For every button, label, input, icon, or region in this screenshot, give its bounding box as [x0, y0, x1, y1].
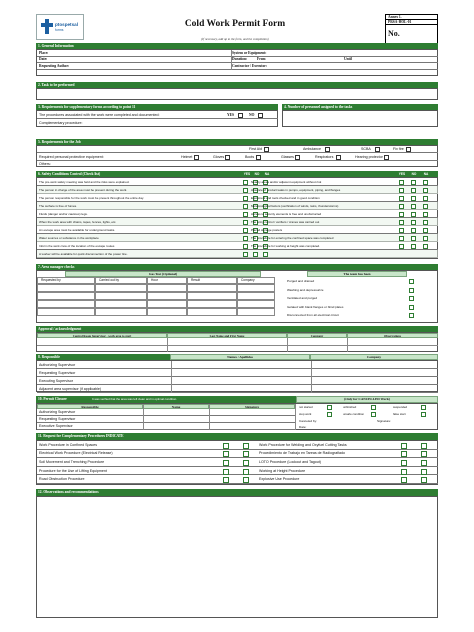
cancel-header: (Only for CANCELLED Work) — [296, 396, 438, 403]
checklist-checkbox[interactable] — [411, 188, 416, 193]
checklist-item-label: An escape area must be available for underground tasks. — [39, 227, 116, 232]
checklist-item-label: Absence of product leaks in pumps, equipment, piping, and flanges — [251, 187, 341, 192]
gas-cell[interactable] — [237, 292, 275, 300]
duration-label: Duration: — [232, 57, 248, 61]
gas-header-label: Hour — [151, 278, 158, 282]
complementary-row — [37, 441, 438, 450]
lockout-item-label: Disconnected from all electrical circuit — [287, 313, 339, 317]
complementary-checkbox[interactable] — [401, 477, 407, 483]
until-label: Until — [344, 57, 352, 61]
cancel-option-label: stop work — [299, 412, 312, 416]
cancel-option-label: suspended — [393, 405, 408, 409]
hearing-checkbox[interactable] — [384, 155, 389, 160]
job-requirements-box — [36, 145, 438, 167]
checklist-checkbox[interactable] — [423, 180, 428, 185]
section-responsible-title: 8. Responsible — [36, 354, 438, 360]
cancel-signature-label: Signature: — [377, 419, 392, 423]
scba-label: SCBA — [361, 147, 371, 151]
gas-header-label: Carried out by — [99, 278, 120, 282]
ambulance-label: Ambulance — [303, 147, 321, 151]
complementary-checkbox[interactable] — [401, 451, 407, 457]
section-general-title: 1. General Information — [36, 43, 438, 49]
section-supplementary-title: 3. Requirements for supplementary forms according to point 11 — [36, 104, 278, 110]
complementary-left-label: Work Procedure in Confined Spaces — [39, 442, 98, 447]
system-label: System or Equipment: — [232, 50, 267, 55]
complementary-row — [37, 475, 438, 484]
responsible-names-header: Names / Apellidos — [170, 354, 310, 360]
ambulance-checkbox[interactable] — [325, 147, 330, 152]
complementary-checkbox[interactable] — [223, 469, 229, 475]
checklist-checkbox[interactable] — [243, 196, 248, 201]
scba-checkbox[interactable] — [375, 147, 380, 152]
checklist-checkbox[interactable] — [399, 180, 404, 185]
closure-divider — [143, 404, 144, 430]
responsible-row — [37, 361, 438, 369]
section-observations-title: 12. Observations and recommendations — [36, 489, 438, 496]
checklist-checkbox[interactable] — [411, 244, 416, 249]
glasses-checkbox[interactable] — [295, 155, 300, 160]
gas-cell[interactable] — [37, 308, 95, 316]
checklist-checkbox[interactable] — [411, 180, 416, 185]
complementary-checkbox[interactable] — [401, 443, 407, 449]
gas-header-label: Result — [191, 278, 201, 282]
section-complementary-title: 11. Request for Complementary Procedures INDICATE — [36, 433, 438, 440]
complementary-checkbox[interactable] — [243, 460, 249, 466]
checklist-checkbox[interactable] — [243, 212, 248, 217]
closure-header-cell: Signature — [209, 404, 295, 409]
responsible-role-label: Requesting Supervisor — [39, 370, 76, 375]
no-label: NO — [249, 113, 255, 117]
checklist-checkbox[interactable] — [399, 196, 404, 201]
complementary-label: Complementary procedure: — [39, 121, 83, 125]
checklist-checkbox[interactable] — [253, 252, 258, 257]
gas-cell[interactable] — [37, 292, 95, 300]
area-checks-box — [36, 270, 438, 323]
approval-header-cell: Last Name and First Name — [167, 333, 287, 338]
gloves-label: Gloves — [213, 154, 225, 159]
closure-role-label: Executive Supervisor — [39, 424, 73, 428]
checklist-checkbox[interactable] — [423, 236, 428, 241]
lockout-item-label: Isolated with blank flanges or blind plates — [287, 304, 344, 309]
approval-header-cell: Observations — [347, 333, 438, 338]
complementary-left-label: Procedure for the Use of Lifting Equipment — [39, 468, 107, 473]
respirators-label: Respirators — [315, 154, 334, 159]
lockout-checkbox[interactable] — [409, 313, 414, 318]
logo-name: ptospetsal — [55, 22, 78, 27]
approval-box — [36, 332, 438, 352]
approval-header-cell: Control Room Supervisor - work area to start — [37, 333, 167, 338]
no-checkbox[interactable] — [258, 113, 263, 118]
logo-sub: forms — [55, 28, 64, 32]
complementary-checkbox[interactable] — [223, 477, 229, 483]
checklist-checkbox[interactable] — [411, 212, 416, 217]
requesting-label: Requesting Author: — [39, 63, 70, 68]
fire-checkbox[interactable] — [406, 147, 411, 152]
gas-cell[interactable] — [147, 284, 187, 292]
checklist-checkbox[interactable] — [243, 220, 248, 225]
complementary-checkbox[interactable] — [421, 451, 427, 457]
responsible-divider — [311, 361, 312, 393]
cancel-option-checkbox[interactable] — [327, 412, 332, 417]
complementary-left-label: Soil Movement and Trenching Procedure — [39, 460, 105, 464]
gas-cell[interactable] — [237, 308, 275, 316]
responsible-role-label: Adjacent area supervisor (if applicable) — [39, 386, 102, 391]
gas-cell[interactable] — [147, 308, 187, 316]
gas-cell[interactable] — [95, 292, 147, 300]
checklist-item-label: Equipment and tools checked and in good condition — [251, 195, 320, 200]
checklist-checkbox[interactable] — [399, 212, 404, 217]
checklist-checkbox[interactable] — [423, 220, 428, 225]
cancel-option-checkbox[interactable] — [421, 412, 426, 417]
respirators-checkbox[interactable] — [336, 155, 341, 160]
contractor-label: Contractor / Executor: — [232, 63, 268, 68]
complementary-right-label: Working at Height Procedure — [259, 468, 306, 473]
checklist-item-label: The entry control / verifiers / cranes was carried out — [251, 219, 320, 224]
section-safety-title: 6. Safety Conditions Control (Check list) — [36, 171, 438, 177]
checklist-checkbox[interactable] — [243, 188, 248, 193]
procedures-question: The procedures associated with the work were completed and documented: — [39, 113, 160, 117]
responsible-box — [36, 360, 438, 392]
form-note: (If necessary, add up to the form, and the compilation) — [201, 37, 269, 41]
checklist-checkbox[interactable] — [411, 228, 416, 233]
lockout-checkbox[interactable] — [409, 288, 414, 293]
complementary-left-label: Electrical Work Procedure (Electrical Release) — [39, 451, 113, 456]
safety-right-no: NO — [408, 171, 420, 177]
checklist-checkbox[interactable] — [423, 196, 428, 201]
cancelled-by-label: Canceled by: — [299, 419, 318, 423]
section-closure-title: 10. Permit Closure — [36, 396, 438, 403]
gas-cell[interactable] — [187, 292, 237, 300]
section-job-title: 5. Requirements for the Job — [36, 139, 438, 145]
checklist-checkbox[interactable] — [411, 220, 416, 225]
safety-left-na: NA — [262, 171, 272, 177]
place-label: Place: — [39, 50, 49, 55]
closure-header-cell: Name — [143, 404, 209, 409]
checklist-checkbox[interactable] — [243, 244, 248, 249]
approval-header-cell: Company — [287, 333, 347, 338]
checklist-item-label: Meteorological factors (verification of winds, rains, thunderstorms) — [251, 203, 339, 208]
gas-cell[interactable] — [237, 300, 275, 308]
lockout-item-label: Ventilated and purged — [287, 296, 318, 300]
closure-role-label: Requesting Supervisor — [39, 417, 76, 421]
gas-cell[interactable] — [187, 300, 237, 308]
checklist-checkbox[interactable] — [399, 244, 404, 249]
cancel-date-label: Date: — [299, 425, 307, 429]
complementary-right-label: LOTO Procedure (Lockout and Tagout) — [259, 460, 321, 464]
complementary-checkbox[interactable] — [401, 460, 407, 466]
closure-header-cell: Responsible — [37, 404, 143, 409]
section-area-title: 7. Area manager checks — [36, 264, 438, 270]
responsible-row — [37, 377, 438, 385]
glasses-label: Glasses — [281, 154, 294, 159]
closure-box — [36, 403, 438, 430]
closure-divider — [295, 404, 296, 430]
lockout-checkbox[interactable] — [409, 296, 414, 301]
checklist-checkbox[interactable] — [263, 252, 268, 257]
checklist-row — [37, 210, 438, 218]
gas-cell[interactable] — [147, 300, 187, 308]
complementary-checkbox[interactable] — [223, 443, 229, 449]
helmet-checkbox[interactable] — [194, 155, 199, 160]
personnel-count-input[interactable] — [282, 110, 438, 127]
checklist-item-label: The person in charge of the area must be present during the work. — [39, 187, 128, 192]
checklist-checkbox[interactable] — [423, 212, 428, 217]
section-task-title: 2. Task to be performed — [36, 82, 438, 88]
complementary-checkbox[interactable] — [421, 460, 427, 466]
first-aid-checkbox[interactable] — [264, 147, 269, 152]
cancel-option-checkbox[interactable] — [371, 405, 376, 410]
complementary-left-label: Road Obstruction Procedure — [39, 477, 85, 482]
checklist-checkbox[interactable] — [399, 236, 404, 241]
closure-divider — [209, 404, 210, 430]
responsible-company-header: Company — [310, 354, 438, 360]
complementary-checkbox[interactable] — [401, 469, 407, 475]
complementary-right-label: Procedimiento de Trabajo en Tareas de Radiografiado — [259, 451, 346, 456]
gas-cell[interactable] — [95, 284, 147, 292]
checklist-item-label: When the work area with chains, tapes, fences, lights, etc. — [39, 219, 117, 224]
checklist-item-label: The procedure for working at height was completed. — [251, 243, 321, 248]
section-approval-title: Approval / acknowledgment — [36, 326, 438, 332]
cancel-option-checkbox[interactable] — [327, 405, 332, 410]
lockout-header: The team has been — [307, 271, 407, 277]
date-label: Date: — [39, 57, 48, 61]
checklist-checkbox[interactable] — [423, 244, 428, 249]
helmet-label: Helmet — [181, 154, 193, 159]
lockout-item-label: Washing and depressurize — [287, 287, 324, 292]
checklist-item-label: The person responsible for the work must be present throughout the entire day. — [39, 195, 145, 200]
cancel-option-checkbox[interactable] — [421, 405, 426, 410]
checklist-checkbox[interactable] — [243, 236, 248, 241]
closure-row — [37, 409, 295, 416]
checklist-item-label: Placed signage posters — [251, 227, 283, 232]
gas-cell[interactable] — [95, 300, 147, 308]
complementary-checkbox[interactable] — [243, 451, 249, 457]
lockout-item-label: Purged and drained — [287, 279, 315, 283]
gas-header-label: Requested by — [41, 278, 61, 282]
safety-checklist-box — [36, 177, 438, 259]
boots-checkbox[interactable] — [256, 155, 261, 160]
complementary-checkbox[interactable] — [223, 460, 229, 466]
checklist-checkbox[interactable] — [399, 220, 404, 225]
checklist-checkbox[interactable] — [399, 188, 404, 193]
row-stripe — [37, 202, 438, 210]
checklist-checkbox[interactable] — [399, 204, 404, 209]
responsible-role-label: Authorizing Supervisor — [39, 362, 76, 367]
responsible-row — [37, 369, 438, 377]
gas-test-header: Gas Test (Optional) — [65, 271, 261, 277]
gloves-checkbox[interactable] — [225, 155, 230, 160]
checklist-item-label: A worker will be available for quick disconnection of the power line. — [39, 251, 128, 256]
checklist-checkbox[interactable] — [423, 228, 428, 233]
section-personnel-title: 4. Number of personnel assigned to the tasks — [282, 104, 438, 110]
closure-note: It was verified that the area was left clean and in optimal condition. — [92, 397, 178, 401]
lockout-checkbox[interactable] — [409, 279, 414, 284]
cancel-option-label: unsafe condition — [343, 412, 365, 416]
complementary-checkbox[interactable] — [243, 469, 249, 475]
safety-right-yes: YES — [396, 171, 408, 177]
gas-cell[interactable] — [187, 284, 237, 292]
responsible-divider — [171, 361, 172, 393]
cancel-option-label: unfinished — [343, 405, 357, 409]
gas-cell[interactable] — [187, 308, 237, 316]
cancel-option-label: not started — [299, 405, 313, 409]
complementary-checkbox[interactable] — [223, 451, 229, 457]
gas-cell[interactable] — [37, 300, 95, 308]
checklist-item-label: The pre-work safety meeting was held and the risks were explained. — [39, 179, 130, 184]
fire-label: Fix fire — [393, 147, 404, 151]
checklist-checkbox[interactable] — [411, 236, 416, 241]
safety-left-yes: YES — [243, 172, 251, 176]
complementary-box — [36, 440, 438, 485]
supplementary-box — [36, 110, 278, 127]
annex-line-2: PRSA-HOL-01 — [386, 20, 437, 25]
yes-label: YES — [227, 113, 234, 117]
checklist-item-label: Fluids (danger and/or cautious) legs. — [39, 211, 88, 216]
lockout-checkbox[interactable] — [409, 305, 414, 310]
ppe-label: Required personal protective equipment: — [39, 154, 104, 159]
checklist-checkbox[interactable] — [243, 204, 248, 209]
first-aid-label: First Aid — [249, 147, 262, 151]
checklist-checkbox[interactable] — [243, 180, 248, 185]
cancel-option-checkbox[interactable] — [371, 412, 376, 417]
checklist-checkbox[interactable] — [399, 228, 404, 233]
gas-cell[interactable] — [95, 308, 147, 316]
responsible-role-label: Executing Supervisor — [39, 378, 73, 383]
cancel-option-label: false start — [393, 412, 406, 416]
complementary-checkbox[interactable] — [421, 443, 427, 449]
checklist-item-label: Access to security elements is free and unobstructed — [251, 211, 322, 216]
complementary-right-label: Explosive Use Procedure — [259, 477, 300, 482]
safety-right-na: NA — [420, 171, 432, 177]
task-input-area[interactable] — [36, 88, 438, 100]
checklist-item-label: Nearby areas and/or adjacent equipment without risk — [251, 179, 322, 184]
checklist-item-label: Inform the work crew of the location of the escape routes — [39, 243, 115, 248]
complementary-checkbox[interactable] — [243, 443, 249, 449]
permit-number-label: No. — [388, 29, 400, 38]
yes-checkbox[interactable] — [238, 113, 243, 118]
cross-logo-icon — [41, 19, 53, 34]
checklist-checkbox[interactable] — [243, 252, 248, 257]
gas-header-label: Company — [241, 278, 255, 282]
complementary-checkbox[interactable] — [243, 477, 249, 483]
closure-role-label: Authorizing Supervisor — [39, 410, 76, 414]
from-label: From — [257, 57, 266, 61]
gas-cell[interactable] — [37, 284, 95, 292]
checklist-item-label: Water sources or substance in the workplace — [39, 235, 99, 240]
gas-cell[interactable] — [147, 292, 187, 300]
observations-input-area[interactable] — [36, 496, 438, 618]
complementary-checkbox[interactable] — [421, 477, 427, 483]
checklist-checkbox[interactable] — [411, 204, 416, 209]
complementary-checkbox[interactable] — [421, 469, 427, 475]
closure-row — [37, 423, 295, 430]
checklist-checkbox[interactable] — [411, 196, 416, 201]
form-title: Cold Work Permit Form — [184, 19, 286, 29]
checklist-checkbox[interactable] — [423, 188, 428, 193]
safety-left-no: NO — [252, 171, 262, 177]
company-logo — [36, 14, 84, 40]
complementary-right-label: Work Procedure for Welding and Oxyfuel Cutting Tasks — [259, 442, 347, 447]
gas-cell[interactable] — [237, 284, 275, 292]
annex-line-1: Annex 1. — [386, 15, 437, 20]
boots-label: Boots — [245, 154, 255, 159]
hearing-label: Hearing protector — [355, 154, 383, 159]
checklist-checkbox[interactable] — [423, 204, 428, 209]
general-info-box — [36, 49, 438, 76]
closure-row — [37, 416, 295, 423]
others-label: Others: — [39, 162, 51, 166]
checklist-item-label: The procedure for entering the confined space was completed — [251, 235, 334, 240]
checklist-item-label: The surface is free of fumes. — [39, 203, 78, 208]
checklist-checkbox[interactable] — [243, 228, 248, 233]
